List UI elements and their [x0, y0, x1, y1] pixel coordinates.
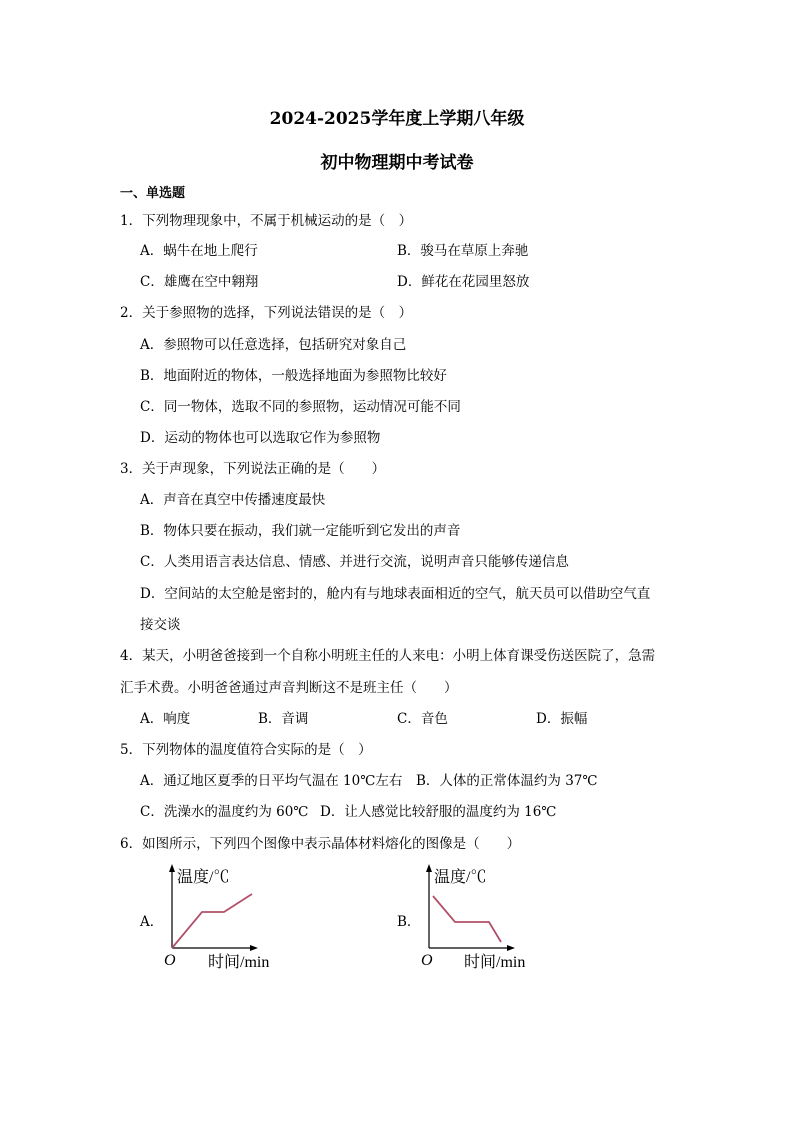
graph-a [160, 862, 290, 972]
q2-option-a: A．参照物可以任意选择，包括研究对象自己 [140, 337, 407, 353]
q2-option-d: D．运动的物体也可以选取它作为参照物 [140, 430, 381, 446]
graph-b-y-arrow [426, 864, 432, 872]
q5-option-d: D．让人感觉比较舒服的温度约为 16℃ [320, 804, 557, 820]
q6-stem: 6．如图所示，下列四个图像中表示晶体材料熔化的图像是（ ） [120, 836, 521, 852]
graph-b-x-arrow [507, 945, 515, 951]
q1-option-b: B．骏马在草原上奔驰 [397, 243, 529, 259]
q4-option-a: A．响度 [140, 711, 191, 727]
q1-option-a: A．蜗牛在地上爬行 [140, 243, 258, 259]
q4-option-c: C．音色 [397, 711, 448, 727]
graph-a-y-arrow [169, 864, 175, 872]
exam-title-line2: 初中物理期中考试卷 [320, 153, 474, 173]
q3-option-d: D．空间站的太空舱是密封的，舱内有与地球表面相近的空气，航天员可以借助空气直 [140, 586, 651, 602]
q4-option-d: D．振幅 [536, 711, 588, 727]
q5-stem: 5．下列物体的温度值符合实际的是（ ） [120, 742, 372, 758]
q1-stem: 1．下列物理现象中，不属于机械运动的是（ ） [120, 213, 413, 229]
q4-stem-line1: 4．某天，小明爸爸接到一个自称小明班主任的人来电：小明上体育课受伤送医院了，急需 [120, 648, 656, 664]
q6-option-b-label: B． [397, 914, 421, 930]
graph-b-ylabel: 温度/℃ [434, 869, 487, 886]
graph-b-curve [433, 896, 501, 942]
graph-b [417, 862, 547, 972]
q3-option-b: B．物体只要在振动，我们就一定能听到它发出的声音 [140, 523, 461, 539]
graph-a-curve [172, 894, 252, 948]
q3-stem: 3．关于声现象，下列说法正确的是（ ） [120, 461, 386, 477]
q3-option-d-cont: 接交谈 [140, 617, 181, 633]
graph-b-origin: O [421, 952, 433, 969]
q3-option-a: A．声音在真空中传播速度最快 [140, 492, 326, 508]
q2-option-b: B．地面附近的物体，一般选择地面为参照物比较好 [140, 368, 447, 384]
q4-stem-line2: 汇手术费。小明爸爸通过声音判断这不是班主任（ ） [120, 680, 458, 696]
q1-option-c: C．雄鹰在空中翱翔 [140, 274, 259, 290]
graph-a-xlabel: 时间/min [208, 954, 270, 971]
q3-option-c: C．人类用语言表达信息、情感、并进行交流，说明声音只能够传递信息 [140, 554, 569, 570]
q5-option-c: C．洗澡水的温度约为 60℃ [140, 804, 309, 820]
q4-option-b: B．音调 [258, 711, 309, 727]
graph-b-xlabel: 时间/min [464, 954, 526, 971]
section-heading: 一、单选题 [120, 186, 186, 201]
q1-option-d: D．鲜花在花园里怒放 [397, 274, 530, 290]
exam-title-line1: 2024-2025学年度上学期八年级 [269, 109, 525, 129]
graph-a-origin: O [164, 952, 176, 969]
q6-option-a-label: A． [140, 914, 164, 930]
q5-option-b: B．人体的正常体温约为 37℃ [416, 773, 598, 789]
graph-a-ylabel: 温度/℃ [177, 869, 230, 886]
q2-option-c: C．同一物体，选取不同的参照物，运动情况可能不同 [140, 399, 461, 415]
q5-option-a: A．通辽地区夏季的日平均气温在 10℃左右 [140, 773, 403, 789]
graph-a-x-arrow [250, 945, 258, 951]
q2-stem: 2．关于参照物的选择，下列说法错误的是（ ） [120, 305, 413, 321]
